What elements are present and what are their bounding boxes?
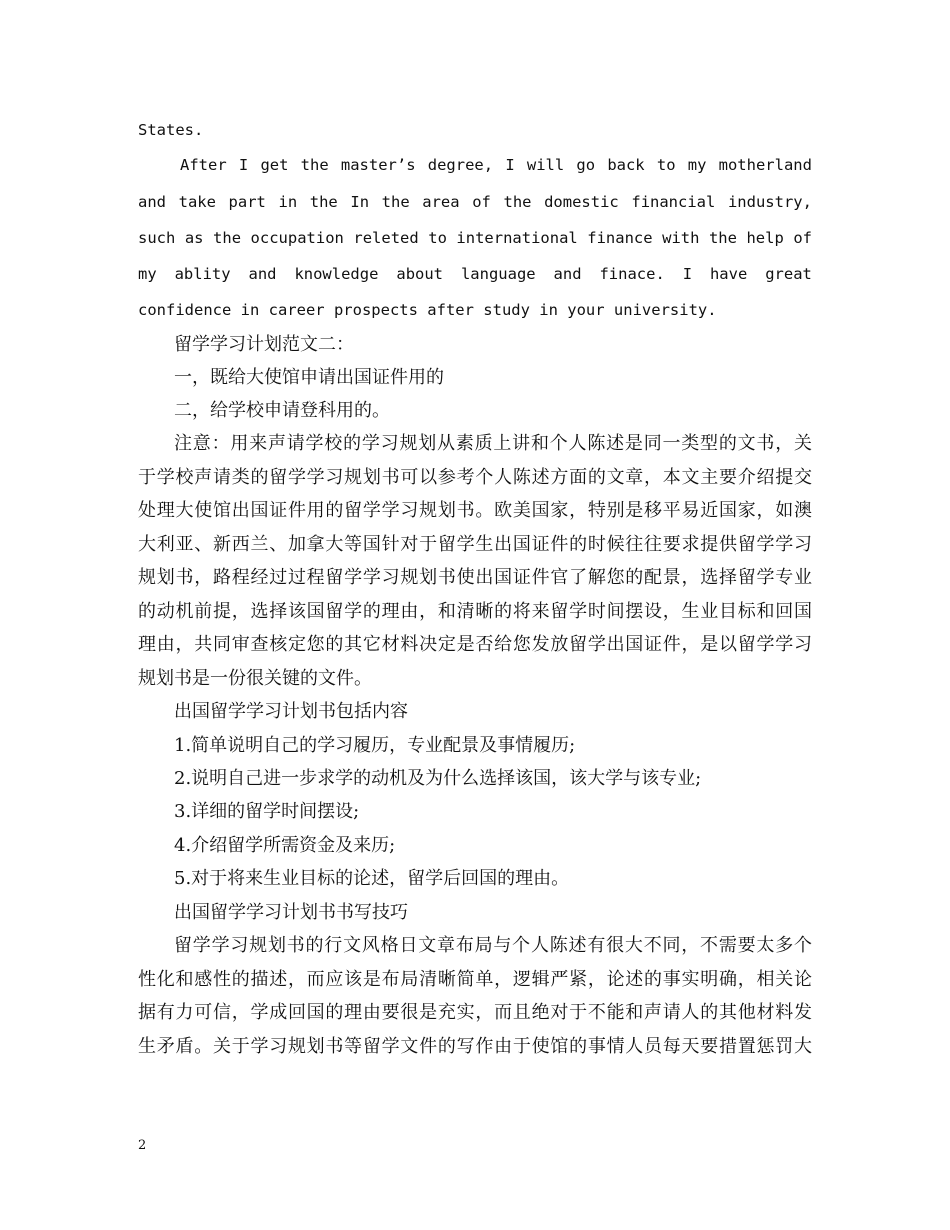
english-word: domestic: [544, 193, 619, 211]
contents-heading: 出国留学学习计划书包括内容: [174, 701, 408, 722]
english-word: with: [662, 229, 700, 247]
contents-item: 2.说明自己进一步求学的动机及为什么选择该国，该大学与该专业;: [174, 768, 702, 789]
english-word: the: [213, 229, 242, 247]
english-word: part: [228, 193, 266, 211]
english-line: confidence in career prospects after study in your university.: [138, 301, 717, 319]
tips-line: 生矛盾。关于学习规划书等留学文件的写作由于使馆的事情人员每天要措置惩罚大: [138, 1036, 812, 1057]
english-word: I: [682, 265, 693, 283]
english-word: my: [138, 265, 157, 283]
english-word: industry,: [727, 193, 812, 211]
english-word: I: [238, 156, 249, 174]
english-word: of: [472, 193, 491, 211]
purpose-item: 一，既给大使馆申请出国证件用的: [174, 367, 444, 388]
english-word: in: [278, 193, 298, 211]
note-line: 规划书，路程经过过程留学学习规划书使出国证件官了解您的配景，选择留学专业: [138, 567, 812, 588]
english-word: releted: [353, 229, 419, 247]
english-word: area: [422, 193, 460, 211]
english-word: finace.: [599, 265, 665, 283]
english-line: [180, 155, 812, 175]
english-line: States.: [138, 121, 204, 139]
english-word: the: [708, 229, 737, 247]
english-word: master’s: [340, 156, 416, 174]
english-word: and: [248, 265, 277, 283]
note-line: 大利亚、新西兰、加拿大等国针对于留学生出国证件的时候往往要求提供留学学习: [138, 534, 812, 555]
contents-item: 5.对于将来生业目标的论述，留学后回国的理由。: [174, 868, 570, 889]
english-word: the: [381, 193, 410, 211]
english-word: take: [178, 193, 216, 211]
note-line: 理由，共同审查核定您的其它材料决定是否给您发放留学出国证件，是以留学学习: [138, 634, 812, 655]
page-number: 2: [138, 1138, 147, 1153]
tips-heading: 出国留学学习计划书书写技巧: [174, 902, 408, 923]
tips-line: 据有力可信，学成回国的理由要很是充实，而且绝对于不能和声请人的其他材料发: [138, 1002, 812, 1023]
english-word: After: [180, 156, 227, 174]
english-line: [138, 192, 812, 212]
english-word: knowledge: [294, 265, 379, 283]
note-line: 处理大使馆出国证件用的留学学习规划书。欧美国家，特别是移平易近国家，如澳: [138, 500, 812, 521]
english-word: get: [260, 156, 289, 174]
english-word: about: [396, 265, 444, 283]
english-word: will: [526, 156, 565, 174]
english-line: [138, 228, 812, 248]
english-word: In: [350, 193, 370, 211]
english-word: to: [656, 156, 676, 174]
english-line: [138, 264, 812, 284]
note-line: 的动机前提，选择该国留学的理由，和清晰的将来留学时间摆设，生业目标和回国: [138, 601, 812, 622]
english-word: the: [300, 156, 329, 174]
english-word: back: [607, 156, 645, 174]
contents-item: 1.简单说明自己的学习履历，专业配景及事情履历;: [174, 735, 576, 756]
english-word: as: [184, 229, 204, 247]
tips-line: 性化和感性的描述，而应该是布局清晰简单，逻辑严紧，论述的事实明确，相关论: [138, 969, 812, 990]
english-word: finance: [587, 229, 653, 247]
tips-line: 留学学习规划书的行文风格日文章布局与个人陈述有很大不同，不需要太多个: [174, 935, 812, 956]
english-word: occupation: [250, 229, 344, 247]
contents-item: 3.详细的留学时间摆设;: [174, 801, 360, 822]
purpose-item: 二，给学校申请登科用的。: [174, 400, 390, 421]
english-word: and: [553, 265, 582, 283]
english-word: to: [428, 229, 447, 247]
english-word: motherland: [718, 156, 812, 174]
english-word: international: [456, 229, 578, 247]
english-word: help: [746, 229, 784, 247]
english-word: financial: [631, 193, 716, 211]
note-line: 注意：用来声请学校的学习规划从素质上讲和个人陈述是同一类型的文书，关: [174, 433, 812, 454]
english-word: and: [138, 193, 166, 211]
english-word: great: [765, 265, 812, 283]
english-word: ablity: [174, 265, 231, 283]
note-line: 规划书是一份很关键的文件。: [138, 668, 372, 689]
english-word: have: [709, 265, 748, 283]
english-word: my: [687, 156, 707, 174]
english-word: the: [309, 193, 338, 211]
english-word: I: [505, 156, 515, 174]
english-word: language: [460, 265, 536, 283]
section-title: 留学学习计划范文二：: [174, 334, 354, 355]
english-word: degree,: [427, 156, 494, 174]
english-word: such: [138, 229, 176, 247]
english-word: go: [576, 156, 596, 174]
contents-item: 4.介绍留学所需资金及来历;: [174, 835, 396, 856]
note-line: 于学校声请类的留学学习规划书可以参考个人陈述方面的文章，本文主要介绍提交: [138, 467, 812, 488]
english-word: the: [503, 193, 532, 211]
english-word: of: [793, 229, 812, 247]
